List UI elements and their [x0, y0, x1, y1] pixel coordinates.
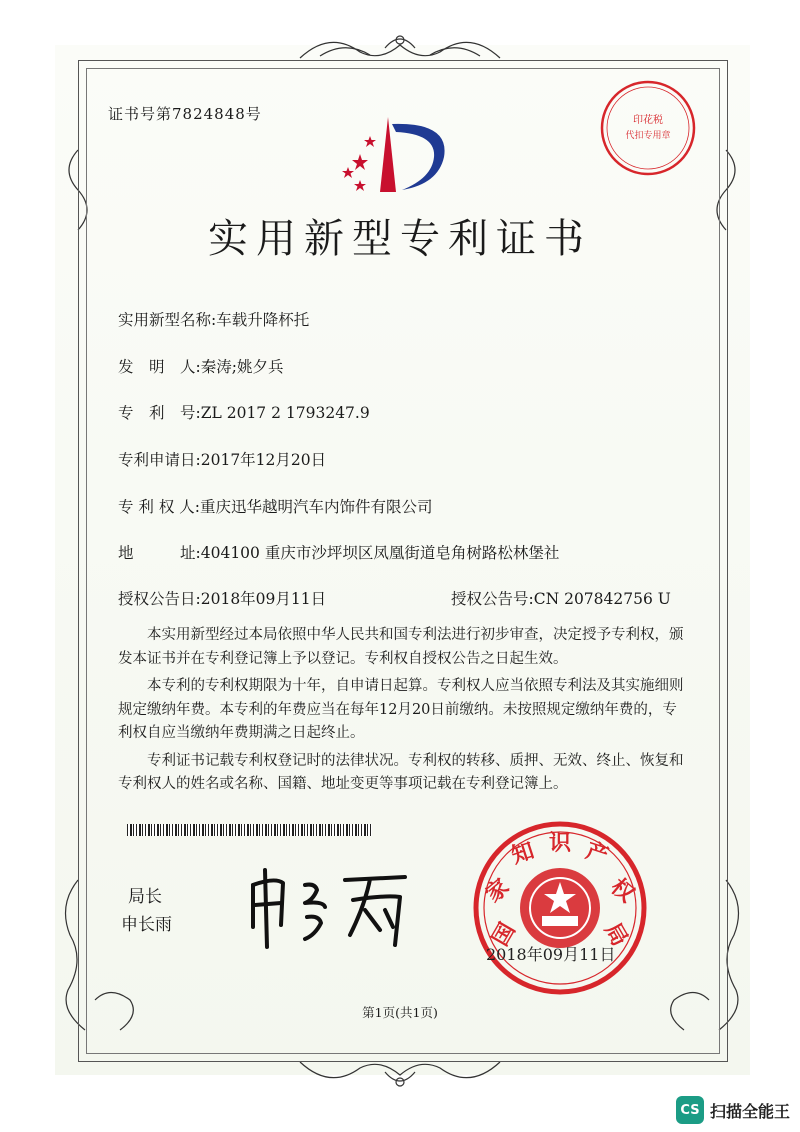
field-patentee [118, 495, 433, 517]
field-label: 专利申请日: [118, 451, 201, 469]
body-paragraph: 本专利的专利权期限为十年，自申请日起算。专利权人应当依照专利法及其实施细则规定缴纳年费。本专利的年费应当在每年12月20日前缴纳。未按照规定缴纳年费的，专利权自应当缴纳年费期满之日起终止。 [118, 678, 684, 741]
field-label: 专 利 权 人: [118, 498, 201, 516]
barcode [127, 824, 372, 836]
field-patent-no [118, 401, 370, 423]
tax-seal-stamp [598, 78, 698, 178]
svg-text:家: 家 [481, 874, 515, 908]
svg-text:代扣专用章: 代扣专用章 [625, 131, 671, 141]
svg-text:印花税: 印花税 [633, 115, 663, 126]
field-value: 2018年09月11日 [200, 590, 327, 608]
field-utility-model-name [118, 308, 309, 330]
field-value: 车载升降杯托 [216, 311, 310, 329]
field-value: 重庆迅华越明汽车内饰件有限公司 [200, 498, 433, 516]
official-seal-stamp [470, 818, 650, 998]
field-value: CN 207842756 U [533, 590, 671, 608]
page-number: 第1页(共1页) [362, 1005, 438, 1020]
field-grant-no [451, 587, 671, 609]
field-value: 秦涛;姚夕兵 [200, 358, 284, 376]
field-address [118, 541, 559, 563]
field-inventor [118, 355, 283, 377]
field-label: 专 利 号: [118, 404, 201, 422]
patent-office-logo [340, 112, 460, 197]
field-value: 2017年12月20日 [200, 451, 327, 469]
field-value: 404100 重庆市沙坪坝区凤凰街道皂角树路松林堡社 [200, 544, 560, 562]
handwritten-signature [235, 855, 420, 955]
field-grant-date [118, 587, 326, 609]
scanner-app-badge [676, 1094, 790, 1126]
seal-date: 2018年09月11日 [486, 945, 616, 964]
body-paragraph: 本实用新型经过本局依照中华人民共和国专利法进行初步审查，决定授予专利权，颁发本证书并在专利登记簿上予以登记。专利权自授权公告之日起生效。 [118, 627, 684, 667]
body-paragraph: 专利证书记载专利权登记时的法律状况。专利权的转移、质押、无效、终止、恢复和专利权人的姓名或名称、国籍、地址变更等事项记载在专利登记簿上。 [118, 752, 684, 792]
page-title: 实用新型专利证书 [208, 216, 592, 262]
svg-text:局: 局 [599, 918, 632, 951]
svg-text:国: 国 [488, 918, 521, 951]
signature-role: 局长 [128, 887, 162, 907]
svg-text:识: 识 [548, 831, 572, 856]
field-value: ZL 2017 2 1793247.9 [200, 404, 370, 422]
svg-text:知: 知 [508, 838, 538, 870]
signature-name: 申长雨 [121, 915, 172, 935]
certificate-number: 证书号第7824848号 [108, 105, 262, 123]
svg-text:产: 产 [582, 838, 612, 870]
field-label: 授权公告号: [451, 590, 534, 608]
field-label: 授权公告日: [118, 590, 201, 608]
field-application-date [118, 448, 326, 470]
camscanner-icon: CS [676, 1096, 704, 1124]
field-label: 地 址: [118, 544, 201, 562]
field-label: 发 明 人: [118, 358, 201, 376]
app-badge-label: 扫描全能王 [709, 1101, 790, 1121]
field-label: 实用新型名称: [118, 311, 217, 329]
svg-text:权: 权 [605, 874, 639, 908]
certificate-body [118, 624, 688, 801]
